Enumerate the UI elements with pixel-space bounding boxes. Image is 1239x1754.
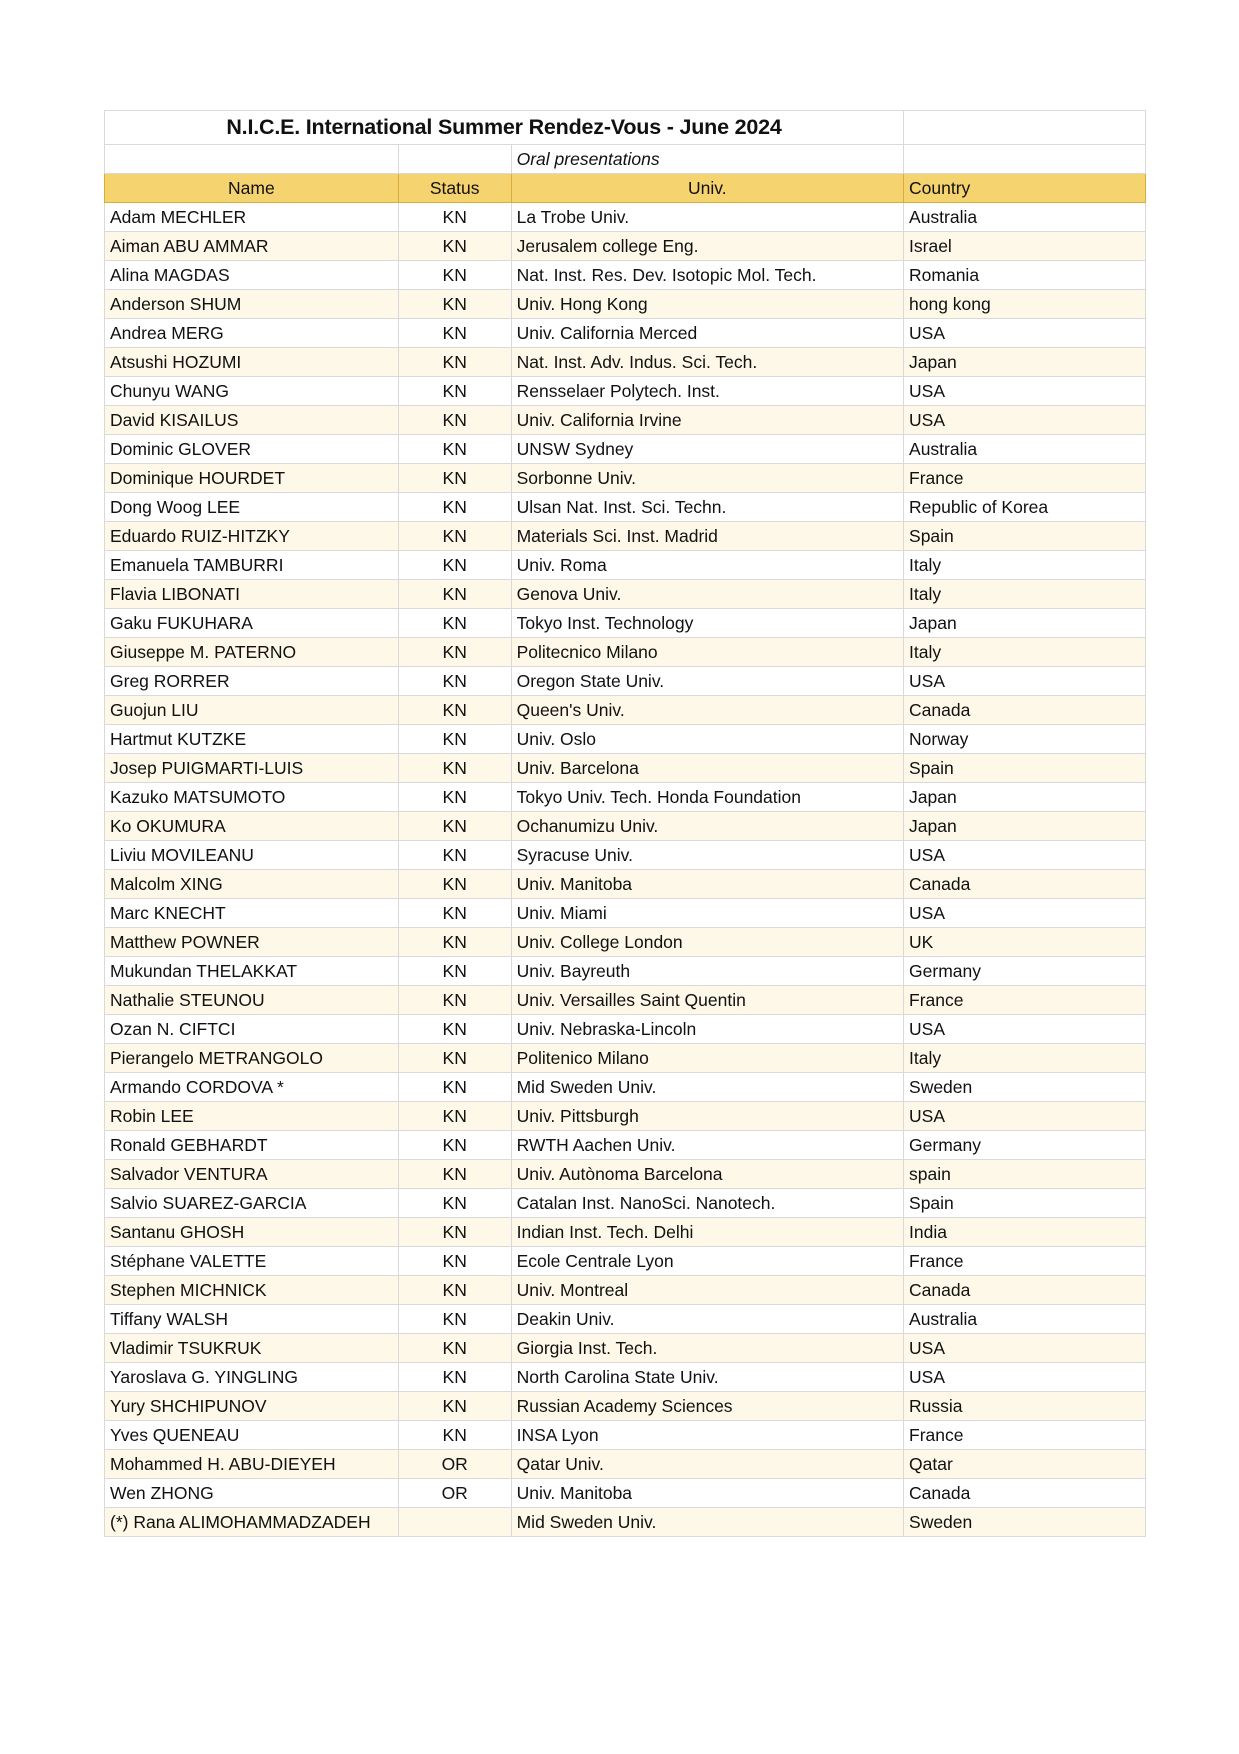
table-row: [105, 1276, 1146, 1305]
status-cell: KN: [398, 1131, 511, 1160]
name-cell: Giuseppe M. PATERNO: [105, 638, 399, 667]
univ-cell: La Trobe Univ.: [511, 203, 903, 232]
table-row: [105, 725, 1146, 754]
status-cell: KN: [398, 1363, 511, 1392]
univ-cell: Univ. Nebraska-Lincoln: [511, 1015, 903, 1044]
name-cell: Nathalie STEUNOU: [105, 986, 399, 1015]
table-row: [105, 1131, 1146, 1160]
table-body: [105, 203, 1146, 1537]
name-cell: Santanu GHOSH: [105, 1218, 399, 1247]
country-cell: Australia: [904, 203, 1146, 232]
country-cell: Japan: [904, 609, 1146, 638]
country-cell: Spain: [904, 754, 1146, 783]
country-cell: Canada: [904, 1479, 1146, 1508]
country-cell: Canada: [904, 870, 1146, 899]
name-cell: Guojun LIU: [105, 696, 399, 725]
univ-cell: Ulsan Nat. Inst. Sci. Techn.: [511, 493, 903, 522]
name-cell: Tiffany WALSH: [105, 1305, 399, 1334]
univ-cell: Univ. Montreal: [511, 1276, 903, 1305]
table-row: [105, 290, 1146, 319]
table-row: [105, 261, 1146, 290]
country-cell: Canada: [904, 696, 1146, 725]
country-cell: Norway: [904, 725, 1146, 754]
univ-cell: Univ. Hong Kong: [511, 290, 903, 319]
univ-cell: Syracuse Univ.: [511, 841, 903, 870]
country-cell: Romania: [904, 261, 1146, 290]
country-cell: Russia: [904, 1392, 1146, 1421]
name-cell: Kazuko MATSUMOTO: [105, 783, 399, 812]
status-cell: KN: [398, 522, 511, 551]
table-row: [105, 1450, 1146, 1479]
table-row: [105, 1334, 1146, 1363]
univ-cell: Ecole Centrale Lyon: [511, 1247, 903, 1276]
table-row: [105, 812, 1146, 841]
country-cell: USA: [904, 841, 1146, 870]
univ-cell: Queen's Univ.: [511, 696, 903, 725]
univ-cell: Mid Sweden Univ.: [511, 1508, 903, 1537]
country-cell: Australia: [904, 1305, 1146, 1334]
status-cell: KN: [398, 841, 511, 870]
status-cell: KN: [398, 638, 511, 667]
table-row: [105, 1073, 1146, 1102]
status-cell: KN: [398, 928, 511, 957]
name-cell: Dominic GLOVER: [105, 435, 399, 464]
table-row: [105, 1363, 1146, 1392]
country-cell: Italy: [904, 638, 1146, 667]
status-cell: OR: [398, 1479, 511, 1508]
country-cell: Japan: [904, 812, 1146, 841]
status-cell: KN: [398, 551, 511, 580]
table-row: [105, 1044, 1146, 1073]
country-cell: spain: [904, 1160, 1146, 1189]
univ-cell: Catalan Inst. NanoSci. Nanotech.: [511, 1189, 903, 1218]
univ-cell: Nat. Inst. Res. Dev. Isotopic Mol. Tech.: [511, 261, 903, 290]
table-row: [105, 464, 1146, 493]
column-header-name: Name: [105, 174, 399, 203]
table-row: [105, 1392, 1146, 1421]
univ-cell: Politecnico Milano: [511, 638, 903, 667]
name-cell: Atsushi HOZUMI: [105, 348, 399, 377]
name-cell: Matthew POWNER: [105, 928, 399, 957]
table-row: [105, 638, 1146, 667]
name-cell: Malcolm XING: [105, 870, 399, 899]
status-cell: KN: [398, 1160, 511, 1189]
name-cell: Chunyu WANG: [105, 377, 399, 406]
name-cell: Gaku FUKUHARA: [105, 609, 399, 638]
table-row: [105, 551, 1146, 580]
table-row: [105, 435, 1146, 464]
table-row: [105, 580, 1146, 609]
univ-cell: Tokyo Univ. Tech. Honda Foundation: [511, 783, 903, 812]
univ-cell: Univ. Bayreuth: [511, 957, 903, 986]
empty-cell: [105, 145, 399, 174]
status-cell: KN: [398, 1218, 511, 1247]
column-header-status: Status: [398, 174, 511, 203]
page-title: N.I.C.E. International Summer Rendez-Vous - June 2024: [105, 111, 904, 145]
name-cell: Josep PUIGMARTI-LUIS: [105, 754, 399, 783]
name-cell: Flavia LIBONATI: [105, 580, 399, 609]
column-header-univ: Univ.: [511, 174, 903, 203]
status-cell: KN: [398, 377, 511, 406]
univ-cell: Ochanumizu Univ.: [511, 812, 903, 841]
table-row: [105, 986, 1146, 1015]
name-cell: Greg RORRER: [105, 667, 399, 696]
univ-cell: Univ. College London: [511, 928, 903, 957]
table-row: [105, 899, 1146, 928]
country-cell: USA: [904, 1015, 1146, 1044]
name-cell: Dominique HOURDET: [105, 464, 399, 493]
name-cell: Anderson SHUM: [105, 290, 399, 319]
name-cell: Salvio SUAREZ-GARCIA: [105, 1189, 399, 1218]
table-row: [105, 667, 1146, 696]
table-row: [105, 319, 1146, 348]
name-cell: Ozan N. CIFTCI: [105, 1015, 399, 1044]
univ-cell: Sorbonne Univ.: [511, 464, 903, 493]
status-cell: KN: [398, 1247, 511, 1276]
univ-cell: Indian Inst. Tech. Delhi: [511, 1218, 903, 1247]
status-cell: KN: [398, 232, 511, 261]
country-cell: hong kong: [904, 290, 1146, 319]
univ-cell: Materials Sci. Inst. Madrid: [511, 522, 903, 551]
status-cell: KN: [398, 406, 511, 435]
name-cell: Stephen MICHNICK: [105, 1276, 399, 1305]
country-cell: India: [904, 1218, 1146, 1247]
status-cell: KN: [398, 812, 511, 841]
country-cell: France: [904, 1247, 1146, 1276]
table-row: [105, 928, 1146, 957]
country-cell: Sweden: [904, 1073, 1146, 1102]
status-cell: KN: [398, 493, 511, 522]
country-cell: Israel: [904, 232, 1146, 261]
univ-cell: INSA Lyon: [511, 1421, 903, 1450]
univ-cell: Univ. Manitoba: [511, 870, 903, 899]
status-cell: KN: [398, 609, 511, 638]
country-cell: USA: [904, 1334, 1146, 1363]
univ-cell: Genova Univ.: [511, 580, 903, 609]
univ-cell: UNSW Sydney: [511, 435, 903, 464]
subtitle-row: [105, 145, 1146, 174]
country-cell: Italy: [904, 551, 1146, 580]
univ-cell: Mid Sweden Univ.: [511, 1073, 903, 1102]
univ-cell: Univ. California Irvine: [511, 406, 903, 435]
name-cell: (*) Rana ALIMOHAMMADZADEH: [105, 1508, 399, 1537]
univ-cell: Oregon State Univ.: [511, 667, 903, 696]
empty-cell: [398, 145, 511, 174]
presentations-table: [104, 110, 1146, 1537]
univ-cell: Nat. Inst. Adv. Indus. Sci. Tech.: [511, 348, 903, 377]
univ-cell: Tokyo Inst. Technology: [511, 609, 903, 638]
name-cell: Armando CORDOVA *: [105, 1073, 399, 1102]
name-cell: Aiman ABU AMMAR: [105, 232, 399, 261]
name-cell: Salvador VENTURA: [105, 1160, 399, 1189]
univ-cell: Giorgia Inst. Tech.: [511, 1334, 903, 1363]
country-cell: Japan: [904, 783, 1146, 812]
status-cell: KN: [398, 696, 511, 725]
status-cell: KN: [398, 899, 511, 928]
name-cell: Marc KNECHT: [105, 899, 399, 928]
country-cell: Republic of Korea: [904, 493, 1146, 522]
univ-cell: Univ. Pittsburgh: [511, 1102, 903, 1131]
name-cell: Stéphane VALETTE: [105, 1247, 399, 1276]
table-row: [105, 377, 1146, 406]
page-subtitle: Oral presentations: [511, 145, 903, 174]
table-row: [105, 1160, 1146, 1189]
status-cell: KN: [398, 464, 511, 493]
country-cell: USA: [904, 899, 1146, 928]
table-row: [105, 406, 1146, 435]
status-cell: KN: [398, 261, 511, 290]
table-row: [105, 232, 1146, 261]
univ-cell: Politenico Milano: [511, 1044, 903, 1073]
status-cell: KN: [398, 1015, 511, 1044]
univ-cell: Univ. Miami: [511, 899, 903, 928]
univ-cell: Russian Academy Sciences: [511, 1392, 903, 1421]
univ-cell: Deakin Univ.: [511, 1305, 903, 1334]
table-row: [105, 1189, 1146, 1218]
status-cell: KN: [398, 1334, 511, 1363]
country-cell: USA: [904, 1363, 1146, 1392]
name-cell: Andrea MERG: [105, 319, 399, 348]
status-cell: KN: [398, 348, 511, 377]
status-cell: KN: [398, 580, 511, 609]
status-cell: KN: [398, 203, 511, 232]
country-cell: Spain: [904, 522, 1146, 551]
table-row: [105, 493, 1146, 522]
status-cell: KN: [398, 754, 511, 783]
name-cell: Liviu MOVILEANU: [105, 841, 399, 870]
univ-cell: Jerusalem college Eng.: [511, 232, 903, 261]
name-cell: Adam MECHLER: [105, 203, 399, 232]
empty-cell: [904, 111, 1146, 145]
column-header-row: [105, 174, 1146, 203]
status-cell: KN: [398, 1073, 511, 1102]
status-cell: KN: [398, 1421, 511, 1450]
country-cell: France: [904, 986, 1146, 1015]
table-row: [105, 1247, 1146, 1276]
status-cell: KN: [398, 1044, 511, 1073]
table-row: [105, 1218, 1146, 1247]
univ-cell: Univ. Roma: [511, 551, 903, 580]
country-cell: Qatar: [904, 1450, 1146, 1479]
status-cell: KN: [398, 1189, 511, 1218]
column-header-country: Country: [904, 174, 1146, 203]
country-cell: Japan: [904, 348, 1146, 377]
empty-cell: [904, 145, 1146, 174]
country-cell: UK: [904, 928, 1146, 957]
status-cell: OR: [398, 1450, 511, 1479]
name-cell: Ko OKUMURA: [105, 812, 399, 841]
univ-cell: Univ. Oslo: [511, 725, 903, 754]
name-cell: Ronald GEBHARDT: [105, 1131, 399, 1160]
status-cell: KN: [398, 1102, 511, 1131]
table-row: [105, 1421, 1146, 1450]
country-cell: Germany: [904, 1131, 1146, 1160]
table-row: [105, 1479, 1146, 1508]
country-cell: Spain: [904, 1189, 1146, 1218]
table-row: [105, 1305, 1146, 1334]
name-cell: Robin LEE: [105, 1102, 399, 1131]
table-row: [105, 1102, 1146, 1131]
table-row: [105, 957, 1146, 986]
status-cell: KN: [398, 1276, 511, 1305]
country-cell: France: [904, 1421, 1146, 1450]
name-cell: Dong Woog LEE: [105, 493, 399, 522]
univ-cell: RWTH Aachen Univ.: [511, 1131, 903, 1160]
country-cell: USA: [904, 319, 1146, 348]
name-cell: Alina MAGDAS: [105, 261, 399, 290]
name-cell: Mukundan THELAKKAT: [105, 957, 399, 986]
table-row: [105, 348, 1146, 377]
country-cell: Australia: [904, 435, 1146, 464]
country-cell: USA: [904, 667, 1146, 696]
country-cell: France: [904, 464, 1146, 493]
name-cell: Yury SHCHIPUNOV: [105, 1392, 399, 1421]
table-row: [105, 841, 1146, 870]
status-cell: KN: [398, 783, 511, 812]
table-row: [105, 203, 1146, 232]
univ-cell: North Carolina State Univ.: [511, 1363, 903, 1392]
country-cell: USA: [904, 1102, 1146, 1131]
univ-cell: Univ. Manitoba: [511, 1479, 903, 1508]
table-row: [105, 522, 1146, 551]
univ-cell: Univ. Autònoma Barcelona: [511, 1160, 903, 1189]
table-row: [105, 783, 1146, 812]
status-cell: KN: [398, 1305, 511, 1334]
name-cell: Yaroslava G. YINGLING: [105, 1363, 399, 1392]
name-cell: Yves QUENEAU: [105, 1421, 399, 1450]
table-row: [105, 609, 1146, 638]
country-cell: Germany: [904, 957, 1146, 986]
table-row: [105, 696, 1146, 725]
name-cell: Pierangelo METRANGOLO: [105, 1044, 399, 1073]
status-cell: KN: [398, 435, 511, 464]
country-cell: Sweden: [904, 1508, 1146, 1537]
status-cell: KN: [398, 1392, 511, 1421]
name-cell: Emanuela TAMBURRI: [105, 551, 399, 580]
univ-cell: Univ. Versailles Saint Quentin: [511, 986, 903, 1015]
table-row: [105, 754, 1146, 783]
title-row: [105, 111, 1146, 145]
status-cell: KN: [398, 667, 511, 696]
name-cell: Mohammed H. ABU-DIEYEH: [105, 1450, 399, 1479]
name-cell: Hartmut KUTZKE: [105, 725, 399, 754]
name-cell: David KISAILUS: [105, 406, 399, 435]
country-cell: Italy: [904, 1044, 1146, 1073]
name-cell: Vladimir TSUKRUK: [105, 1334, 399, 1363]
country-cell: Canada: [904, 1276, 1146, 1305]
country-cell: Italy: [904, 580, 1146, 609]
country-cell: USA: [904, 377, 1146, 406]
univ-cell: Qatar Univ.: [511, 1450, 903, 1479]
status-cell: KN: [398, 290, 511, 319]
univ-cell: Univ. Barcelona: [511, 754, 903, 783]
status-cell: [398, 1508, 511, 1537]
status-cell: KN: [398, 870, 511, 899]
country-cell: USA: [904, 406, 1146, 435]
table-row: [105, 1015, 1146, 1044]
table-row: [105, 870, 1146, 899]
status-cell: KN: [398, 319, 511, 348]
name-cell: Eduardo RUIZ-HITZKY: [105, 522, 399, 551]
status-cell: KN: [398, 957, 511, 986]
name-cell: Wen ZHONG: [105, 1479, 399, 1508]
table-row: [105, 1508, 1146, 1537]
status-cell: KN: [398, 725, 511, 754]
status-cell: KN: [398, 986, 511, 1015]
univ-cell: Rensselaer Polytech. Inst.: [511, 377, 903, 406]
univ-cell: Univ. California Merced: [511, 319, 903, 348]
